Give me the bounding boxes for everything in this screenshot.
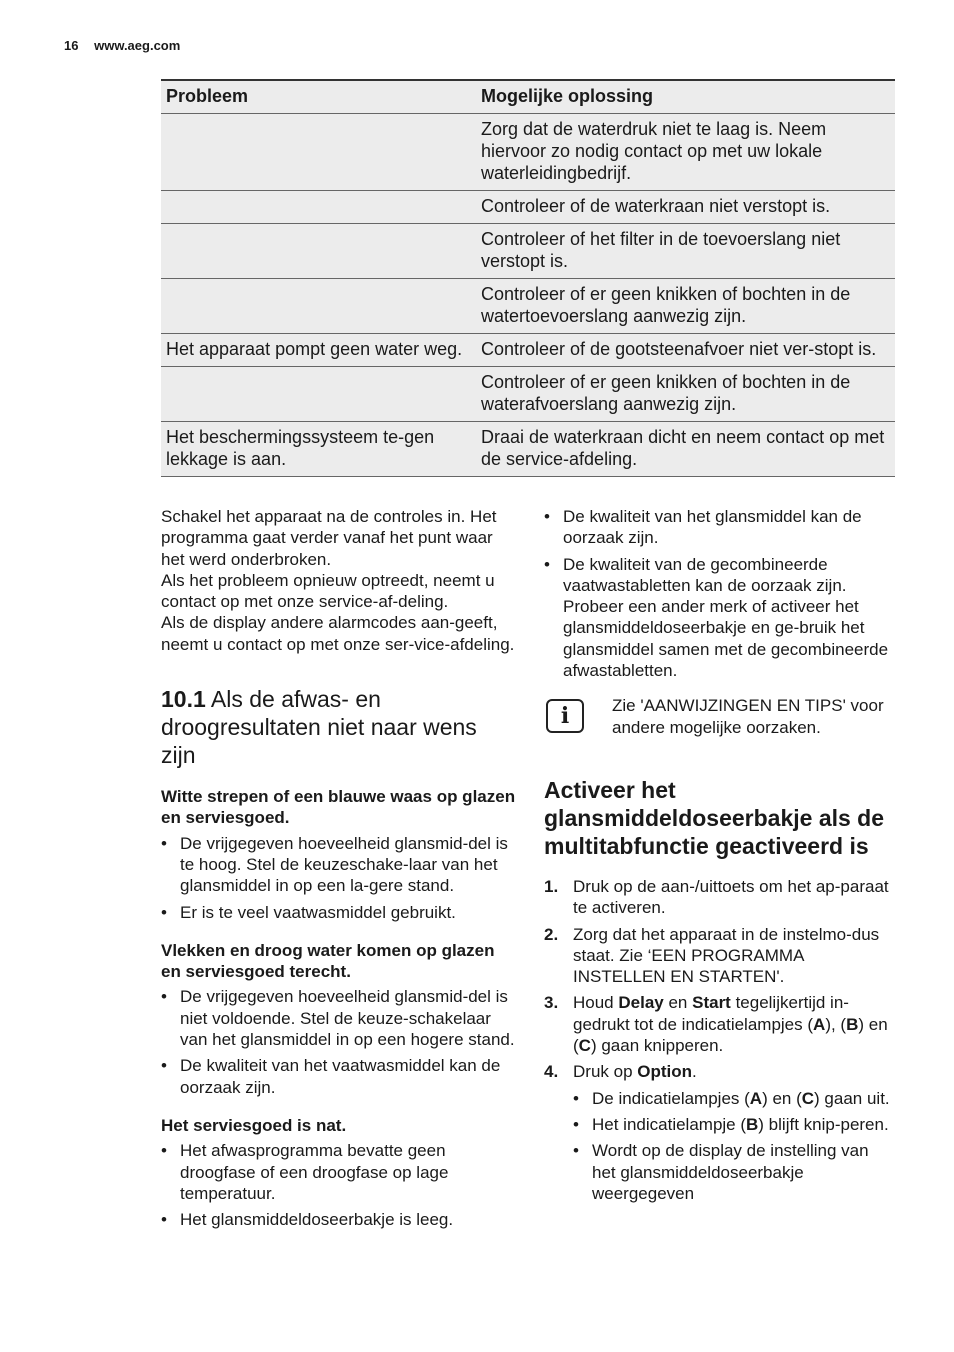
solution-cell: Draai de waterkraan dicht en neem contact op met de service-afdeling.: [476, 422, 895, 477]
list-item: • Wordt op de display de instelling van het glansmiddeldoseerbakje weergegeven: [573, 1140, 896, 1204]
bullet-list: [573, 1088, 896, 1204]
key-option: Option: [637, 1062, 693, 1082]
solution-cell: Controleer of er geen knikken of bochten in de watertoevoerslang aanwezig zijn.: [476, 279, 895, 334]
list-item: • De kwaliteit van de gecombineerde vaatwastabletten kan de oorzaak zijn. Probeer een ander merk of activeer het glansmiddeldoseerbakje en ge-bruik het glansmiddel samen met de gecombineerde afwastabletten.: [544, 554, 896, 682]
info-icon: i: [546, 699, 584, 733]
problem-cell: Het beschermingssysteem te-gen lekkage is aan.: [161, 422, 476, 477]
subheading-wet-dishes: Het serviesgoed is nat.: [161, 1115, 347, 1135]
step-item: [544, 992, 896, 1056]
list-item: • De vrijgegeven hoeveelheid glansmid-del is te hoog. Stel de keuzeschake-laar van het glansmiddel in op een la-gere stand.: [161, 833, 516, 897]
key-start: Start: [692, 993, 731, 1013]
step-text-part: Houd: [573, 993, 619, 1013]
right-column: [544, 506, 896, 1209]
section-heading: Activeer het glansmiddeldoseerbakje als de multitabfunctie geactiveerd is: [544, 776, 885, 859]
text-part: ) blijft knip-peren.: [758, 1114, 889, 1134]
step-item: [544, 924, 896, 988]
text-part: De indicatielampjes (: [592, 1088, 750, 1108]
text-part: Het indicatielampje (: [592, 1114, 747, 1134]
table-row: [161, 114, 895, 191]
list-item: • Het glansmiddeldoseerbakje is leeg.: [161, 1209, 516, 1230]
steps-list: [544, 876, 896, 1204]
problem-cell: Het apparaat pompt geen water weg.: [161, 334, 476, 367]
list-item: [573, 1088, 896, 1109]
solution-cell: Controleer of het filter in de toevoerslang niet verstopt is.: [476, 224, 895, 279]
list-item: [573, 1114, 896, 1135]
intro-paragraph-line: Als het probleem opnieuw optreedt, neemt u contact op met onze service-af-deling.: [161, 570, 495, 612]
step-text-part: ), (: [825, 1014, 847, 1034]
step-number: 2.: [544, 924, 559, 944]
column-header-problem: Probleem: [161, 80, 476, 114]
table-row: [161, 422, 895, 477]
page-header: [64, 38, 180, 53]
subheading-white-streaks: Witte strepen of een blauwe waas op glazen en serviesgoed.: [161, 787, 516, 828]
section-title: Als de afwas- en droogresultaten niet naar wens zijn: [161, 686, 477, 769]
section-heading: [161, 685, 516, 769]
column-header-solution: Mogelijke oplossing: [476, 80, 895, 114]
list-item: • De vrijgegeven hoeveelheid glansmid-del is niet voldoende. Stel de keuze-schakelaar van het glansmiddel in op een hogere stand.: [161, 986, 516, 1050]
step-number: 3.: [544, 993, 559, 1013]
step-text-part: tegelijkertijd in-gedrukt tot de indicatielampjes (: [573, 993, 849, 1034]
step-number: 1.: [544, 876, 559, 896]
problem-cell: [161, 279, 476, 334]
solution-cell: Zorg dat de waterdruk niet te laag is. Neem hiervoor zo nodig contact op met uw lokale waterleidingbedrijf.: [476, 114, 895, 191]
indicator-b: B: [846, 1014, 859, 1034]
step-text: Zorg dat het apparaat in de instelmo-dus staat. Zie ‘EEN PROGRAMMA INSTELLEN EN STARTEN'.: [573, 924, 880, 987]
indicator-c: C: [578, 1036, 591, 1056]
list-item: • De kwaliteit van het glansmiddel kan de oorzaak zijn.: [544, 506, 896, 549]
solution-cell: Controleer of er geen knikken of bochten in de waterafvoerslang aanwezig zijn.: [476, 367, 895, 422]
indicator-a: A: [749, 1088, 763, 1108]
indicator-c: C: [801, 1088, 815, 1108]
step-text-part: .: [692, 1062, 697, 1082]
problem-cell: [161, 114, 476, 191]
step-item: [544, 1061, 896, 1204]
info-text: Zie 'AANWIJZINGEN EN TIPS' voor andere mogelijke oorzaken.: [612, 696, 884, 737]
subheading-spots: Vlekken en droog water komen op glazen en serviesgoed terecht.: [161, 940, 495, 982]
info-note: [544, 695, 896, 738]
table-row: [161, 191, 895, 224]
step-item: [544, 876, 896, 919]
troubleshooting-table: [161, 79, 895, 477]
solution-cell: Controleer of de waterkraan niet verstopt is.: [476, 191, 895, 224]
bullet-list: [161, 1140, 516, 1230]
site-url: www.aeg.com: [94, 38, 181, 53]
step-text-part: en: [663, 993, 693, 1013]
table-row: [161, 367, 895, 422]
step-text-part: Druk op: [573, 1062, 638, 1082]
step-text-part: ) en (: [573, 1014, 888, 1056]
left-column: [161, 506, 516, 1235]
problem-cell: [161, 224, 476, 279]
list-item: • De kwaliteit van het vaatwasmiddel kan de oorzaak zijn.: [161, 1055, 516, 1098]
bullet-list: [161, 986, 516, 1097]
problem-cell: [161, 191, 476, 224]
step-number: 4.: [544, 1062, 559, 1082]
table-header-row: [161, 80, 895, 114]
text-part: ) gaan uit.: [814, 1088, 890, 1108]
list-item: • Het afwasprogramma bevatte geen droogfase of een droogfase op lage temperatuur.: [161, 1140, 516, 1204]
key-delay: Delay: [618, 993, 664, 1013]
indicator-a: A: [813, 1014, 826, 1034]
table-row: [161, 334, 895, 367]
step-text-part: ) gaan knipperen.: [590, 1036, 724, 1056]
bullet-list: [161, 833, 516, 923]
intro-paragraph-line: Schakel het apparaat na de controles in. Het programma gaat verder vanaf het punt waar het werd onderbroken.: [161, 507, 497, 569]
text-part: ) en (: [762, 1088, 802, 1108]
intro-paragraph-line: Als de display andere alarmcodes aan-geeft, neemt u contact op met onze ser-vice-afdeling.: [161, 613, 515, 654]
solution-cell: Controleer of de gootsteenafvoer niet ver-stopt is.: [476, 334, 895, 367]
indicator-b: B: [746, 1114, 759, 1134]
problem-cell: [161, 367, 476, 422]
step-text: Druk op de aan-/uittoets om het ap-paraat te activeren.: [573, 876, 889, 918]
table-row: [161, 279, 895, 334]
list-item: • Er is te veel vaatwasmiddel gebruikt.: [161, 902, 516, 923]
bullet-list: [544, 506, 896, 681]
table-row: [161, 224, 895, 279]
section-number: 10.1: [161, 686, 206, 713]
page-number: 16: [64, 38, 79, 53]
